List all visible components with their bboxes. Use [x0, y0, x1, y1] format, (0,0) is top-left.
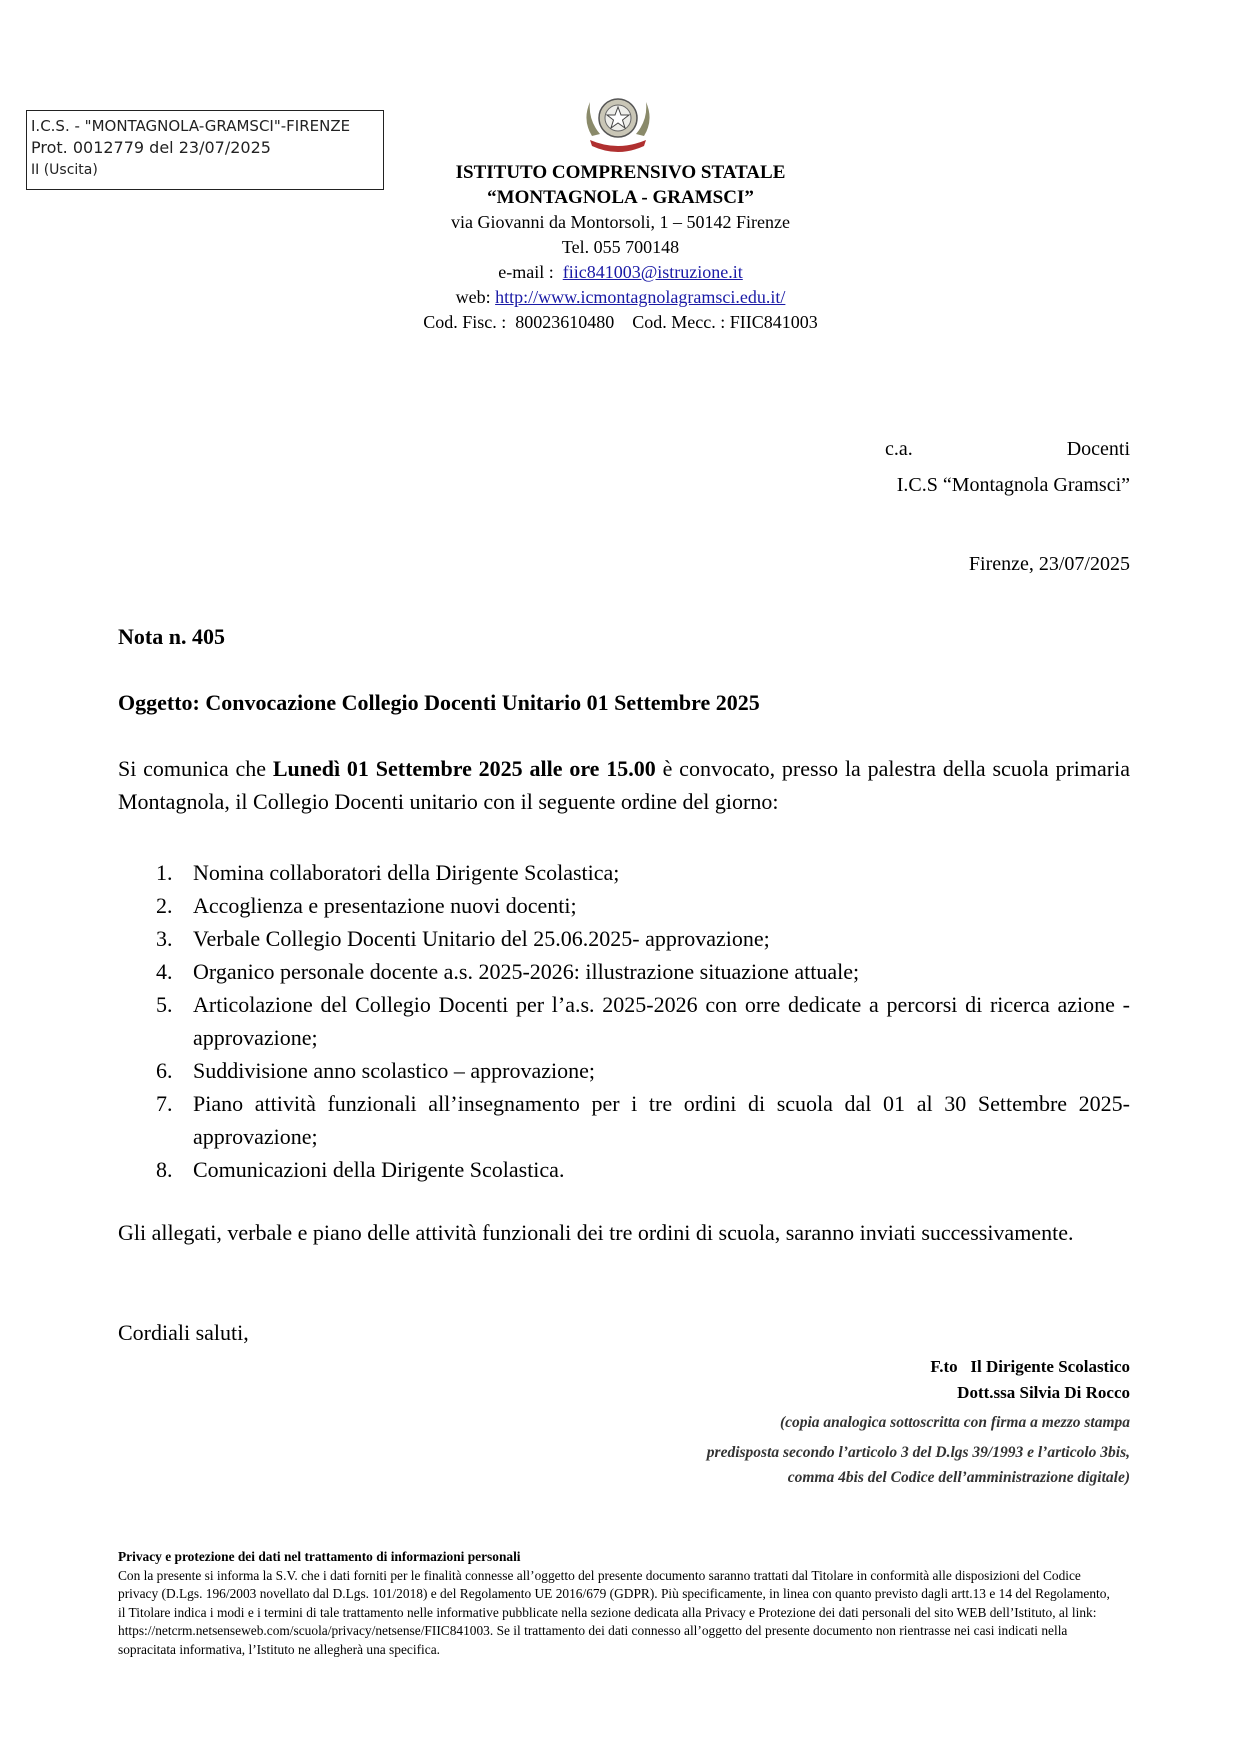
agenda-item-text: Suddivisione anno scolastico – approvazione;	[193, 1058, 596, 1083]
web-line	[0, 285, 1241, 310]
agenda-item	[118, 955, 1130, 988]
institute-type: ISTITUTO COMPRENSIVO STATALE	[455, 162, 786, 183]
agenda-item-text: Organico personale docente a.s. 2025-2026: illustrazione situazione attuale;	[193, 959, 860, 984]
school-phone: Tel. 055 700148	[561, 237, 680, 257]
signature-note-2: predisposta secondo l’articolo 3 del D.lgs 39/1993 e l’articolo 3bis,	[706, 1444, 1130, 1461]
stamp-direction: II (Uscita)	[31, 162, 98, 178]
agenda-item	[118, 922, 1130, 955]
intro-post: è convocato, presso la palestra della scuola primaria Montagnola, il Collegio Docenti unitario con il seguente ordine del giorno:	[118, 756, 1130, 814]
school-codes: Cod. Fisc. : 80023610480 Cod. Mecc. : FIIC841003	[423, 312, 818, 332]
signature-note-3: comma 4bis del Codice dell’amministrazione digitale)	[787, 1469, 1130, 1486]
signature-note-1: (copia analogica sottoscritta con firma a mezzo stampa	[779, 1414, 1130, 1431]
attachments-paragraph: Gli allegati, verbale e piano delle attività funzionali dei tre ordini di scuola, saranno inviati successivamente.	[118, 1220, 1074, 1245]
web-link[interactable]: http://www.icmontagnolagramsci.edu.it/	[495, 287, 786, 307]
agenda-item	[118, 1153, 1130, 1186]
school-address: via Giovanni da Montorsoli, 1 – 50142 Firenze	[451, 212, 790, 232]
web-label: web:	[455, 287, 491, 307]
intro-pre: Si comunica che	[118, 756, 273, 781]
agenda-item	[118, 856, 1130, 889]
note-number: Nota n. 405	[118, 624, 225, 649]
letterhead	[0, 160, 1241, 335]
school-name: “MONTAGNOLA - GRAMSCI”	[487, 187, 754, 208]
greeting: Cordiali saluti,	[118, 1320, 249, 1345]
agenda-item-text: Verbale Collegio Docenti Unitario del 25.06.2025- approvazione;	[193, 926, 770, 951]
email-line	[0, 260, 1241, 285]
privacy-notice	[118, 1548, 1118, 1659]
intro-paragraph	[118, 752, 1130, 818]
privacy-title: Privacy e protezione dei dati nel trattamento di informazioni personali	[118, 1549, 521, 1564]
recipient-institution: I.C.S “Montagnola Gramsci”	[896, 474, 1130, 496]
email-link[interactable]: fiic841003@istruzione.it	[562, 262, 743, 282]
agenda-item-number: 6.	[156, 1058, 173, 1083]
signature-role: F.to Il Dirigente Scolastico	[930, 1357, 1130, 1376]
italian-republic-emblem-icon	[578, 90, 658, 156]
agenda-item-number: 3.	[156, 926, 173, 951]
agenda-item-number: 1.	[156, 860, 173, 885]
agenda-item-number: 4.	[156, 959, 173, 984]
stamp-institution: I.C.S. - "MONTAGNOLA-GRAMSCI"-FIRENZE	[31, 117, 351, 135]
stamp-protocol-number: Prot. 0012779 del 23/07/2025	[31, 138, 271, 157]
agenda-item-text: Accoglienza e presentazione nuovi docenti;	[193, 893, 577, 918]
agenda-item	[118, 1087, 1130, 1153]
email-label: e-mail :	[498, 262, 554, 282]
meeting-datetime: Lunedì 01 Settembre 2025 alle ore 15.00	[272, 756, 656, 781]
place-date: Firenze, 23/07/2025	[968, 553, 1130, 575]
privacy-text: Con la presente si informa la S.V. che i dati forniti per le finalità connesse all’oggetto del presente documento saranno trattati dal Titolare in conformità alle disposizioni del Codice privacy (D.Lgs. 196/2003 novellato dal D.Lgs. 101/2018) e del Regolamento UE 2016/679 (GDPR). Più specificamente, in linea con quanto previsto dagli artt.13 e 14 del Regolamento, il Titolare indica i modi e i termini di tale trattamento nelle informative pubblicate nella sezione dedicata alla Privacy e Protezione dei dati personali del sito WEB dell’Istituto, al link: https://netcrm.netsenseweb.com/scuola/privacy/netsense/FIIC841003. Se il trattamento dei dati connesso all’oggetto del presente documento non rientrasse nei casi indicati nella sopracitata informativa, l’Istituto ne allegherà una specifica.	[118, 1567, 1110, 1657]
recipient-to: Docenti	[1066, 438, 1130, 460]
agenda-item-number: 5.	[156, 992, 173, 1017]
agenda-item	[118, 1054, 1130, 1087]
agenda-item-text: Comunicazioni della Dirigente Scolastica.	[193, 1157, 565, 1182]
agenda-item-text: Nomina collaboratori della Dirigente Scolastica;	[193, 860, 620, 885]
agenda-item-text: Articolazione del Collegio Docenti per l’a.s. 2025-2026 con orre dedicate a percorsi di ricerca azione - approvazione;	[193, 992, 1130, 1050]
agenda-item-text: Piano attività funzionali all’insegnamento per i tre ordini di scuola dal 01 al 30 Settembre 2025- approvazione;	[193, 1091, 1130, 1149]
agenda-item-number: 8.	[156, 1157, 173, 1182]
signature-name: Dott.ssa Silvia Di Rocco	[957, 1383, 1130, 1402]
agenda-item	[118, 988, 1130, 1054]
recipient-ca: c.a.	[885, 438, 913, 460]
agenda-item	[118, 889, 1130, 922]
agenda-item-number: 7.	[156, 1091, 173, 1116]
agenda-item-number: 2.	[156, 893, 173, 918]
agenda-list	[118, 856, 1130, 1186]
subject-line: Oggetto: Convocazione Collegio Docenti Unitario 01 Settembre 2025	[118, 690, 760, 715]
